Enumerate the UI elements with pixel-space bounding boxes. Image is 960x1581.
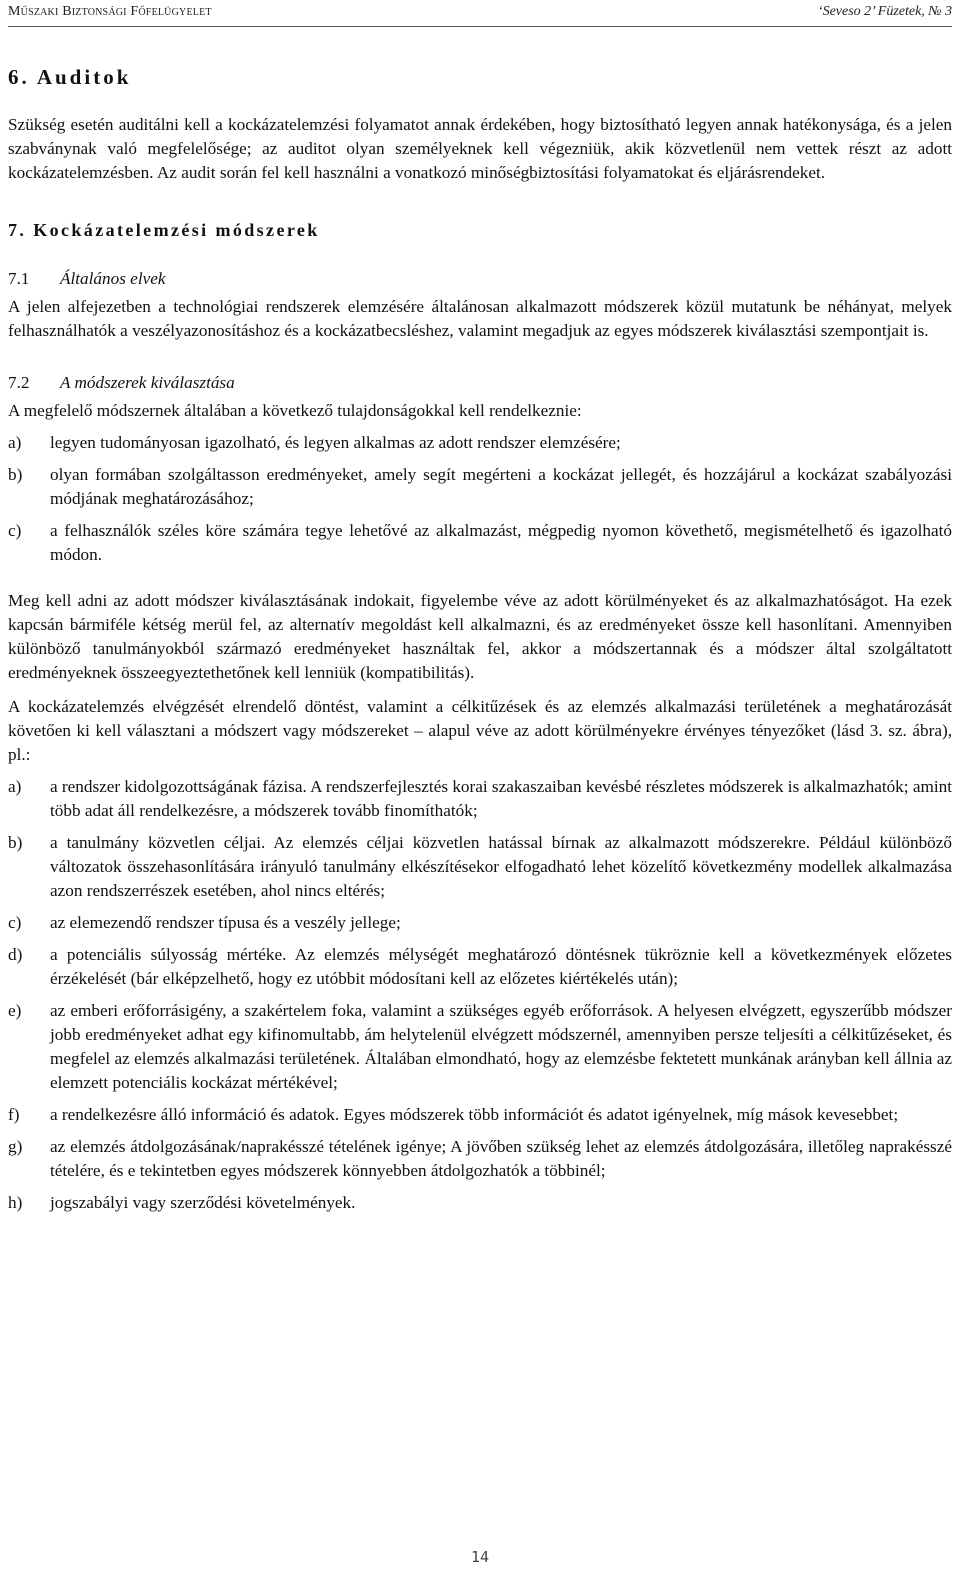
list-text: olyan formában szolgáltasson eredményeket, amely segít megérteni a kockázat jellegét, és hozzájárul a kockázat szabályozási módjának meghatározásához;	[50, 465, 952, 508]
list-item	[8, 1135, 952, 1183]
subsection-number: 7.2	[8, 373, 30, 392]
section-7-title: 7. Kockázatelemzési módszerek	[8, 220, 320, 240]
header-organization: Műszaki Biztonsági Főfelügyelet	[8, 4, 212, 19]
list-text: a rendszer kidolgozottságának fázisa. A rendszerfejlesztés korai szakaszaiban kevésbé részletes módszerek is alkalmazhatók; amint több adat áll rendelkezésre, a módszerek tovább finomíthatók;	[50, 777, 952, 820]
list-text: a rendelkezésre álló információ és adatok. Egyes módszerek több információt és adatot igényelnek, míg mások kevesebbet;	[50, 1105, 899, 1124]
list-item	[8, 463, 952, 511]
list-marker: a)	[8, 777, 22, 796]
list-marker: c)	[8, 913, 22, 932]
list-item	[8, 775, 952, 823]
method-properties-list	[8, 431, 952, 567]
subsection-7-1-heading	[8, 267, 952, 291]
list-marker: d)	[8, 945, 23, 964]
subsection-title: A módszerek kiválasztása	[60, 373, 235, 392]
selection-justification-paragraph: Meg kell adni az adott módszer kiválasztásának indokait, figyelembe véve az adott körülményeket és az alkalmazhatóságot. Ha ezek kapcsán bármiféle kétség merül fel, az alternatív megoldást kell alkalmazni, és az eredményeket össze kell hasonlítani. Amennyiben különböző tanulmányokból származó eredményeket használtak fel, akkor a módszertannak és a módszer által szolgáltatott eredményeknek összeegyeztethetőnek kell lenniük (kompatibilitás).	[8, 591, 952, 682]
subsection-7-2-heading	[8, 371, 952, 395]
list-text: a potenciális súlyosság mértéke. Az elemzés mélységét meghatározó döntésnek tükröznie kell a következmények előzetes érzékelését (bár elképzelhető, hogy ez utóbbit módosítani kell az előzetes kiértékelés után);	[50, 945, 952, 988]
selection-factors-list	[8, 775, 952, 1215]
selection-factors-intro: A kockázatelemzés elvégzését elrendelő döntést, valamint a célkitűzések és az elemzés alkalmazási területének a meghatározását követően ki kell választani a módszert vagy módszereket – alapul véve az adott körülményekre érvényes tényezőket (lásd 3. sz. ábra), pl.:	[8, 697, 952, 764]
list-marker: a)	[8, 433, 22, 452]
list-text: a felhasználók széles köre számára tegye lehetővé az alkalmazást, mégpedig nyomon követhető, megismételhető és igazolható módon.	[50, 521, 952, 564]
list-marker: b)	[8, 465, 23, 484]
list-text: az elemezendő rendszer típusa és a veszély jellege;	[50, 913, 401, 932]
section-6-title: 6. Auditok	[8, 65, 132, 89]
list-marker: b)	[8, 833, 23, 852]
list-item	[8, 431, 952, 455]
list-text: az emberi erőforrásigény, a szakértelem foka, valamint a szükséges egyéb erőforrások. A helyesen elvégzett, egyszerűbb módszer jobb eredményeket adhat egy kifinomultabb, ám helytelenül elvégzett módszernél, amennyiben persze teljesíti a célkitűzéseket, és megfelel az elemzés alkalmazási területének. Általában elmondható, hogy az elemzésbe fektetett munkának arányban kell állnia az elemzett potenciális kockázat mértékével;	[50, 1001, 952, 1092]
header-series: ‘Seveso 2’ Füzetek, № 3	[817, 4, 952, 19]
list-item	[8, 943, 952, 991]
page-number: 14	[470, 1548, 490, 1566]
list-marker: e)	[8, 1001, 22, 1020]
list-item	[8, 999, 952, 1095]
document-page	[8, 0, 952, 1223]
section-6-paragraph: Szükség esetén auditálni kell a kockázatelemzési folyamatot annak érdekében, hogy biztosítható legyen annak hatékonysága, és a jelen szabványnak való megfelelősége; az auditot olyan személyeknek kell végezniük, akik közvetlenül nem vettek részt az adott kockázatelemzésben. Az audit során fel kell használni a vonatkozó minőségbiztosítási folyamatokat és eljárásrendeket.	[8, 115, 952, 182]
list-text: a tanulmány közvetlen céljai. Az elemzés céljai közvetlen hatással bírnak az alkalmazott módszerekre. Például különböző változatok összehasonlítására irányuló tanulmány elkészítésekor elfogadható lehet közelítő következmény modellek alkalmazása azon rendszerrészek esetében, ahol nincs eltérés;	[50, 833, 952, 900]
list-item	[8, 519, 952, 567]
subsection-7-1-paragraph: A jelen alfejezetben a technológiai rendszerek elemzésére általánosan alkalmazott módszerek közül mutatunk be néhányat, melyek felhasználhatók a veszélyazonosításhoz és a kockázatbecsléshez, valamint megadjuk az egyes módszerek kiválasztási szempontjait is.	[8, 297, 952, 340]
running-header	[8, 0, 952, 27]
list-text: jogszabályi vagy szerződési követelmények.	[50, 1193, 356, 1212]
subsection-number: 7.1	[8, 269, 30, 288]
subsection-7-2-intro: A megfelelő módszernek általában a következő tulajdonságokkal kell rendelkeznie:	[8, 401, 582, 420]
list-marker: h)	[8, 1193, 23, 1212]
list-item	[8, 911, 952, 935]
list-marker: f)	[8, 1105, 20, 1124]
list-item	[8, 1191, 952, 1215]
list-item	[8, 831, 952, 903]
list-marker: g)	[8, 1137, 23, 1156]
list-text: legyen tudományosan igazolható, és legyen alkalmas az adott rendszer elemzésére;	[50, 433, 621, 452]
subsection-title: Általános elvek	[60, 269, 166, 288]
list-item	[8, 1103, 952, 1127]
list-text: az elemzés átdolgozásának/naprakésszé tételének igénye; A jövőben szükség lehet az elemzés átdolgozására, illetőleg naprakésszé tételére, és e tekintetben egyes módszerek könnyebben átdolgozhatók a többinél;	[50, 1137, 952, 1180]
list-marker: c)	[8, 521, 22, 540]
